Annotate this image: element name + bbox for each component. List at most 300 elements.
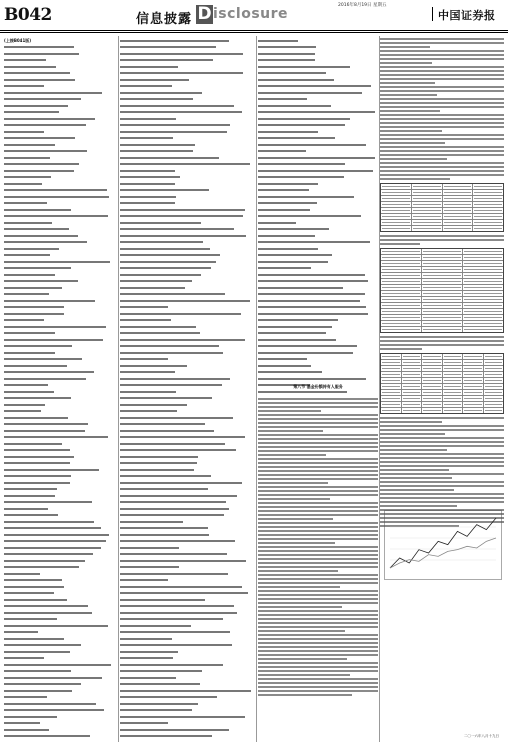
text-line	[4, 716, 117, 721]
text-line	[120, 566, 255, 571]
text-line	[120, 280, 255, 285]
text-line	[258, 371, 378, 376]
text-line	[4, 365, 117, 370]
table-row	[381, 226, 503, 231]
table-cell	[402, 396, 423, 401]
text-line	[120, 105, 255, 110]
text-line	[4, 514, 117, 519]
text-line	[4, 430, 117, 435]
text-line	[4, 423, 117, 428]
text-line	[4, 612, 117, 617]
text-line	[258, 365, 378, 370]
text-line	[258, 254, 378, 259]
text-line	[120, 729, 255, 734]
paragraph	[258, 662, 378, 676]
text-line	[258, 111, 378, 116]
text-line	[258, 280, 378, 285]
chart-frame	[385, 511, 502, 580]
table-cell	[422, 390, 443, 395]
text-line	[4, 391, 117, 396]
table-cell	[381, 372, 402, 377]
text-line	[120, 111, 255, 116]
text-line	[120, 560, 255, 565]
text-line	[120, 599, 255, 604]
text-line	[120, 157, 255, 162]
text-line	[4, 651, 117, 656]
table-cell	[484, 396, 504, 401]
text-line	[120, 274, 255, 279]
table-cell	[412, 220, 443, 225]
text-line	[120, 300, 255, 305]
text-line	[120, 722, 255, 727]
text-line	[4, 404, 117, 409]
text-line	[4, 436, 117, 441]
text-line	[4, 124, 117, 129]
table-cell	[422, 291, 463, 296]
text-line	[120, 397, 255, 402]
text-line	[4, 579, 117, 584]
paragraph	[380, 146, 504, 160]
text-line	[120, 436, 255, 441]
text-line	[120, 521, 255, 526]
text-line	[4, 586, 117, 591]
table-cell	[443, 208, 474, 213]
text-line	[4, 657, 117, 662]
paragraph	[380, 473, 504, 479]
text-line	[258, 267, 378, 272]
table-cell	[422, 267, 463, 272]
paragraph	[258, 398, 378, 412]
text-line	[120, 378, 255, 383]
text-line	[120, 248, 255, 253]
table-cell	[422, 378, 443, 383]
text-line	[120, 345, 255, 350]
text-line	[4, 176, 117, 181]
text-line	[120, 638, 255, 643]
performance-chart	[384, 510, 502, 580]
text-line	[120, 144, 255, 149]
table-cell	[381, 196, 412, 201]
table-cell	[463, 396, 484, 401]
table-cell	[422, 408, 443, 413]
text-line	[120, 683, 255, 688]
text-line	[4, 384, 117, 389]
table-cell	[381, 309, 422, 314]
text-line	[120, 332, 255, 337]
text-line	[4, 521, 117, 526]
text-line	[4, 300, 117, 305]
table-cell	[422, 327, 463, 332]
text-line	[120, 261, 255, 266]
paragraph	[380, 50, 504, 64]
text-line	[120, 501, 255, 506]
text-line	[4, 345, 117, 350]
text-line	[120, 430, 255, 435]
text-line	[120, 579, 255, 584]
text-line	[4, 209, 117, 214]
text-line	[120, 215, 255, 220]
text-line	[258, 72, 378, 77]
table-cell	[422, 360, 443, 365]
table-cell	[402, 366, 423, 371]
text-line	[120, 651, 255, 656]
text-line	[4, 592, 117, 597]
paragraph	[258, 434, 378, 456]
text-line	[4, 625, 117, 630]
text-line	[4, 605, 117, 610]
table-cell	[484, 384, 504, 389]
text-line	[4, 599, 117, 604]
text-line	[4, 241, 117, 246]
text-line	[4, 553, 117, 558]
section-title-cn: 信息披露	[136, 12, 193, 27]
table-cell	[463, 384, 484, 389]
chart-series	[390, 518, 496, 568]
text-line	[120, 59, 255, 64]
text-line	[120, 196, 255, 201]
table-cell	[402, 360, 423, 365]
table-cell	[463, 327, 503, 332]
text-line	[258, 332, 378, 337]
text-line	[4, 339, 117, 344]
text-line	[120, 293, 255, 298]
text-line	[120, 53, 255, 58]
text-line	[4, 488, 117, 493]
table-cell	[443, 214, 474, 219]
table-cell	[463, 390, 484, 395]
text-line	[120, 553, 255, 558]
text-line	[258, 222, 378, 227]
table-cell	[443, 390, 464, 395]
text-line	[120, 287, 255, 292]
text-line	[120, 339, 255, 344]
table-cell	[422, 402, 443, 407]
paragraph	[258, 414, 378, 432]
text-line	[120, 527, 255, 532]
table-cell	[463, 303, 503, 308]
text-line	[258, 59, 378, 64]
table-cell	[443, 372, 464, 377]
text-line	[120, 137, 255, 142]
text-line	[258, 378, 378, 383]
text-line	[4, 696, 117, 701]
text-line	[258, 98, 378, 103]
table-cell	[402, 390, 423, 395]
text-line	[120, 735, 255, 740]
text-line	[120, 488, 255, 493]
text-line	[258, 40, 378, 45]
text-line	[120, 423, 255, 428]
text-line	[120, 534, 255, 539]
text-line	[4, 46, 117, 51]
text-line	[120, 209, 255, 214]
text-line	[120, 358, 255, 363]
table-row	[381, 408, 503, 413]
table-cell	[381, 249, 422, 254]
table-cell	[443, 384, 464, 389]
text-line	[258, 300, 378, 305]
text-line	[4, 235, 117, 240]
table-cell	[473, 226, 503, 231]
text-line	[4, 319, 117, 324]
table-cell	[381, 366, 402, 371]
table-cell	[443, 184, 474, 189]
text-line	[4, 729, 117, 734]
section-title-en-initial: D	[197, 4, 212, 24]
text-line	[258, 261, 378, 266]
text-line	[4, 85, 117, 90]
table-cell	[412, 226, 443, 231]
table-cell	[381, 384, 402, 389]
table-cell	[412, 196, 443, 201]
table-cell	[422, 297, 463, 302]
table-cell	[463, 261, 503, 266]
text-line	[120, 670, 255, 675]
table-cell	[422, 366, 443, 371]
text-line	[258, 137, 378, 142]
text-line	[4, 378, 117, 383]
text-line	[120, 189, 255, 194]
text-line	[258, 241, 378, 246]
paragraph	[380, 493, 504, 507]
text-line	[258, 163, 378, 168]
text-line	[120, 170, 255, 175]
text-line	[258, 85, 378, 90]
table-cell	[402, 384, 423, 389]
column-3-lower	[258, 398, 378, 740]
text-line	[120, 605, 255, 610]
paragraph	[380, 38, 504, 48]
text-line	[258, 124, 378, 129]
paragraph	[380, 235, 504, 245]
text-line	[4, 534, 117, 539]
text-line	[4, 547, 117, 552]
text-line	[120, 306, 255, 311]
paragraph	[380, 437, 504, 451]
text-line	[258, 235, 378, 240]
table-cell	[463, 402, 484, 407]
data-table	[380, 248, 504, 333]
text-line	[258, 144, 378, 149]
column-divider	[118, 36, 119, 742]
text-line	[4, 105, 117, 110]
text-line	[4, 248, 117, 253]
text-line	[4, 495, 117, 500]
table-cell	[443, 354, 464, 359]
text-line	[258, 202, 378, 207]
table-cell	[443, 366, 464, 371]
column-4	[380, 38, 504, 740]
paragraph	[380, 336, 504, 350]
text-line	[4, 53, 117, 58]
text-line	[120, 690, 255, 695]
paragraph	[258, 458, 378, 484]
text-line	[120, 612, 255, 617]
text-line	[120, 371, 255, 376]
text-line	[4, 313, 117, 318]
table-cell	[443, 190, 474, 195]
table-cell	[484, 372, 504, 377]
text-line	[258, 339, 378, 344]
paragraph	[380, 417, 504, 423]
text-line	[258, 293, 378, 298]
text-line	[120, 449, 255, 454]
table-cell	[463, 378, 484, 383]
paragraph	[380, 114, 504, 132]
text-line	[258, 79, 378, 84]
table-cell	[381, 321, 422, 326]
text-line	[4, 163, 117, 168]
text-line	[120, 150, 255, 155]
paragraph	[258, 574, 378, 588]
text-line	[120, 319, 255, 324]
paragraph	[258, 486, 378, 500]
table-cell	[381, 255, 422, 260]
table-cell	[484, 402, 504, 407]
text-line	[4, 137, 117, 142]
text-line	[4, 222, 117, 227]
text-line	[4, 326, 117, 331]
text-line	[258, 131, 378, 136]
text-line	[4, 690, 117, 695]
text-line	[258, 391, 378, 394]
text-line	[258, 92, 378, 97]
table-cell	[381, 273, 422, 278]
table-cell	[463, 315, 503, 320]
text-line	[120, 384, 255, 389]
table-cell	[473, 220, 503, 225]
text-line	[4, 228, 117, 233]
table-cell	[422, 321, 463, 326]
table-cell	[473, 214, 503, 219]
text-line	[120, 92, 255, 97]
table-cell	[402, 354, 423, 359]
paragraph	[258, 610, 378, 632]
table-cell	[422, 273, 463, 278]
table-cell	[412, 214, 443, 219]
text-line	[4, 92, 117, 97]
table-cell	[463, 366, 484, 371]
text-line	[120, 657, 255, 662]
text-line	[4, 475, 117, 480]
masthead	[0, 0, 508, 31]
table-cell	[381, 327, 422, 332]
table-cell	[381, 190, 412, 195]
table-cell	[484, 366, 504, 371]
paragraph	[380, 66, 504, 84]
footer-date: 二〇一六年八月十九日	[464, 734, 499, 738]
text-line	[4, 254, 117, 259]
text-line	[120, 443, 255, 448]
text-line	[120, 410, 255, 415]
text-line	[4, 202, 117, 207]
text-line	[258, 209, 378, 214]
table-cell	[381, 214, 412, 219]
table-cell	[381, 226, 412, 231]
text-line	[258, 228, 378, 233]
text-line	[120, 79, 255, 84]
header-rule	[0, 32, 508, 33]
text-line	[120, 202, 255, 207]
table-cell	[484, 354, 504, 359]
column-3-upper	[258, 38, 378, 393]
text-line	[258, 176, 378, 181]
text-line	[258, 287, 378, 292]
table-cell	[381, 408, 402, 413]
column-divider	[256, 36, 257, 742]
text-line	[120, 183, 255, 188]
text-line	[258, 53, 378, 58]
text-line	[120, 85, 255, 90]
paragraph	[258, 546, 378, 572]
table-cell	[463, 354, 484, 359]
column-1-title: (上接B041版)	[4, 38, 32, 43]
text-line	[120, 475, 255, 480]
table-cell	[463, 267, 503, 272]
text-line	[120, 625, 255, 630]
text-line	[4, 456, 117, 461]
text-line	[120, 664, 255, 669]
table-cell	[381, 360, 402, 365]
paragraph	[380, 162, 504, 180]
table-cell	[463, 255, 503, 260]
table-cell	[463, 297, 503, 302]
table-cell	[422, 315, 463, 320]
table-cell	[422, 249, 463, 254]
text-line	[4, 66, 117, 71]
text-line	[120, 163, 255, 168]
text-line	[4, 189, 117, 194]
text-line	[120, 462, 255, 467]
text-line	[4, 144, 117, 149]
table-cell	[381, 285, 422, 290]
table-cell	[412, 208, 443, 213]
paragraph	[380, 86, 504, 96]
text-line	[4, 573, 117, 578]
table-cell	[381, 267, 422, 272]
text-line	[4, 527, 117, 532]
text-lines	[258, 40, 378, 394]
text-line	[258, 248, 378, 253]
text-line	[120, 267, 255, 272]
text-line	[258, 319, 378, 324]
column-2	[120, 38, 255, 740]
text-line	[4, 183, 117, 188]
text-line	[120, 222, 255, 227]
text-line	[4, 677, 117, 682]
text-line	[258, 66, 378, 71]
paragraph	[380, 481, 504, 491]
table-cell	[422, 396, 443, 401]
text-line	[4, 462, 117, 467]
table-cell	[422, 309, 463, 314]
text-line	[120, 254, 255, 259]
text-line	[4, 306, 117, 311]
table-cell	[443, 378, 464, 383]
table-cell	[381, 378, 402, 383]
text-line	[120, 404, 255, 409]
table-cell	[422, 285, 463, 290]
table-cell	[463, 408, 484, 413]
text-line	[4, 417, 117, 422]
text-line	[258, 313, 378, 318]
section-heading: 第八节 基金份额持有人服务	[293, 384, 343, 389]
text-line	[120, 696, 255, 701]
text-line	[4, 664, 117, 669]
text-line	[120, 365, 255, 370]
table-cell	[402, 378, 423, 383]
table-cell	[422, 372, 443, 377]
